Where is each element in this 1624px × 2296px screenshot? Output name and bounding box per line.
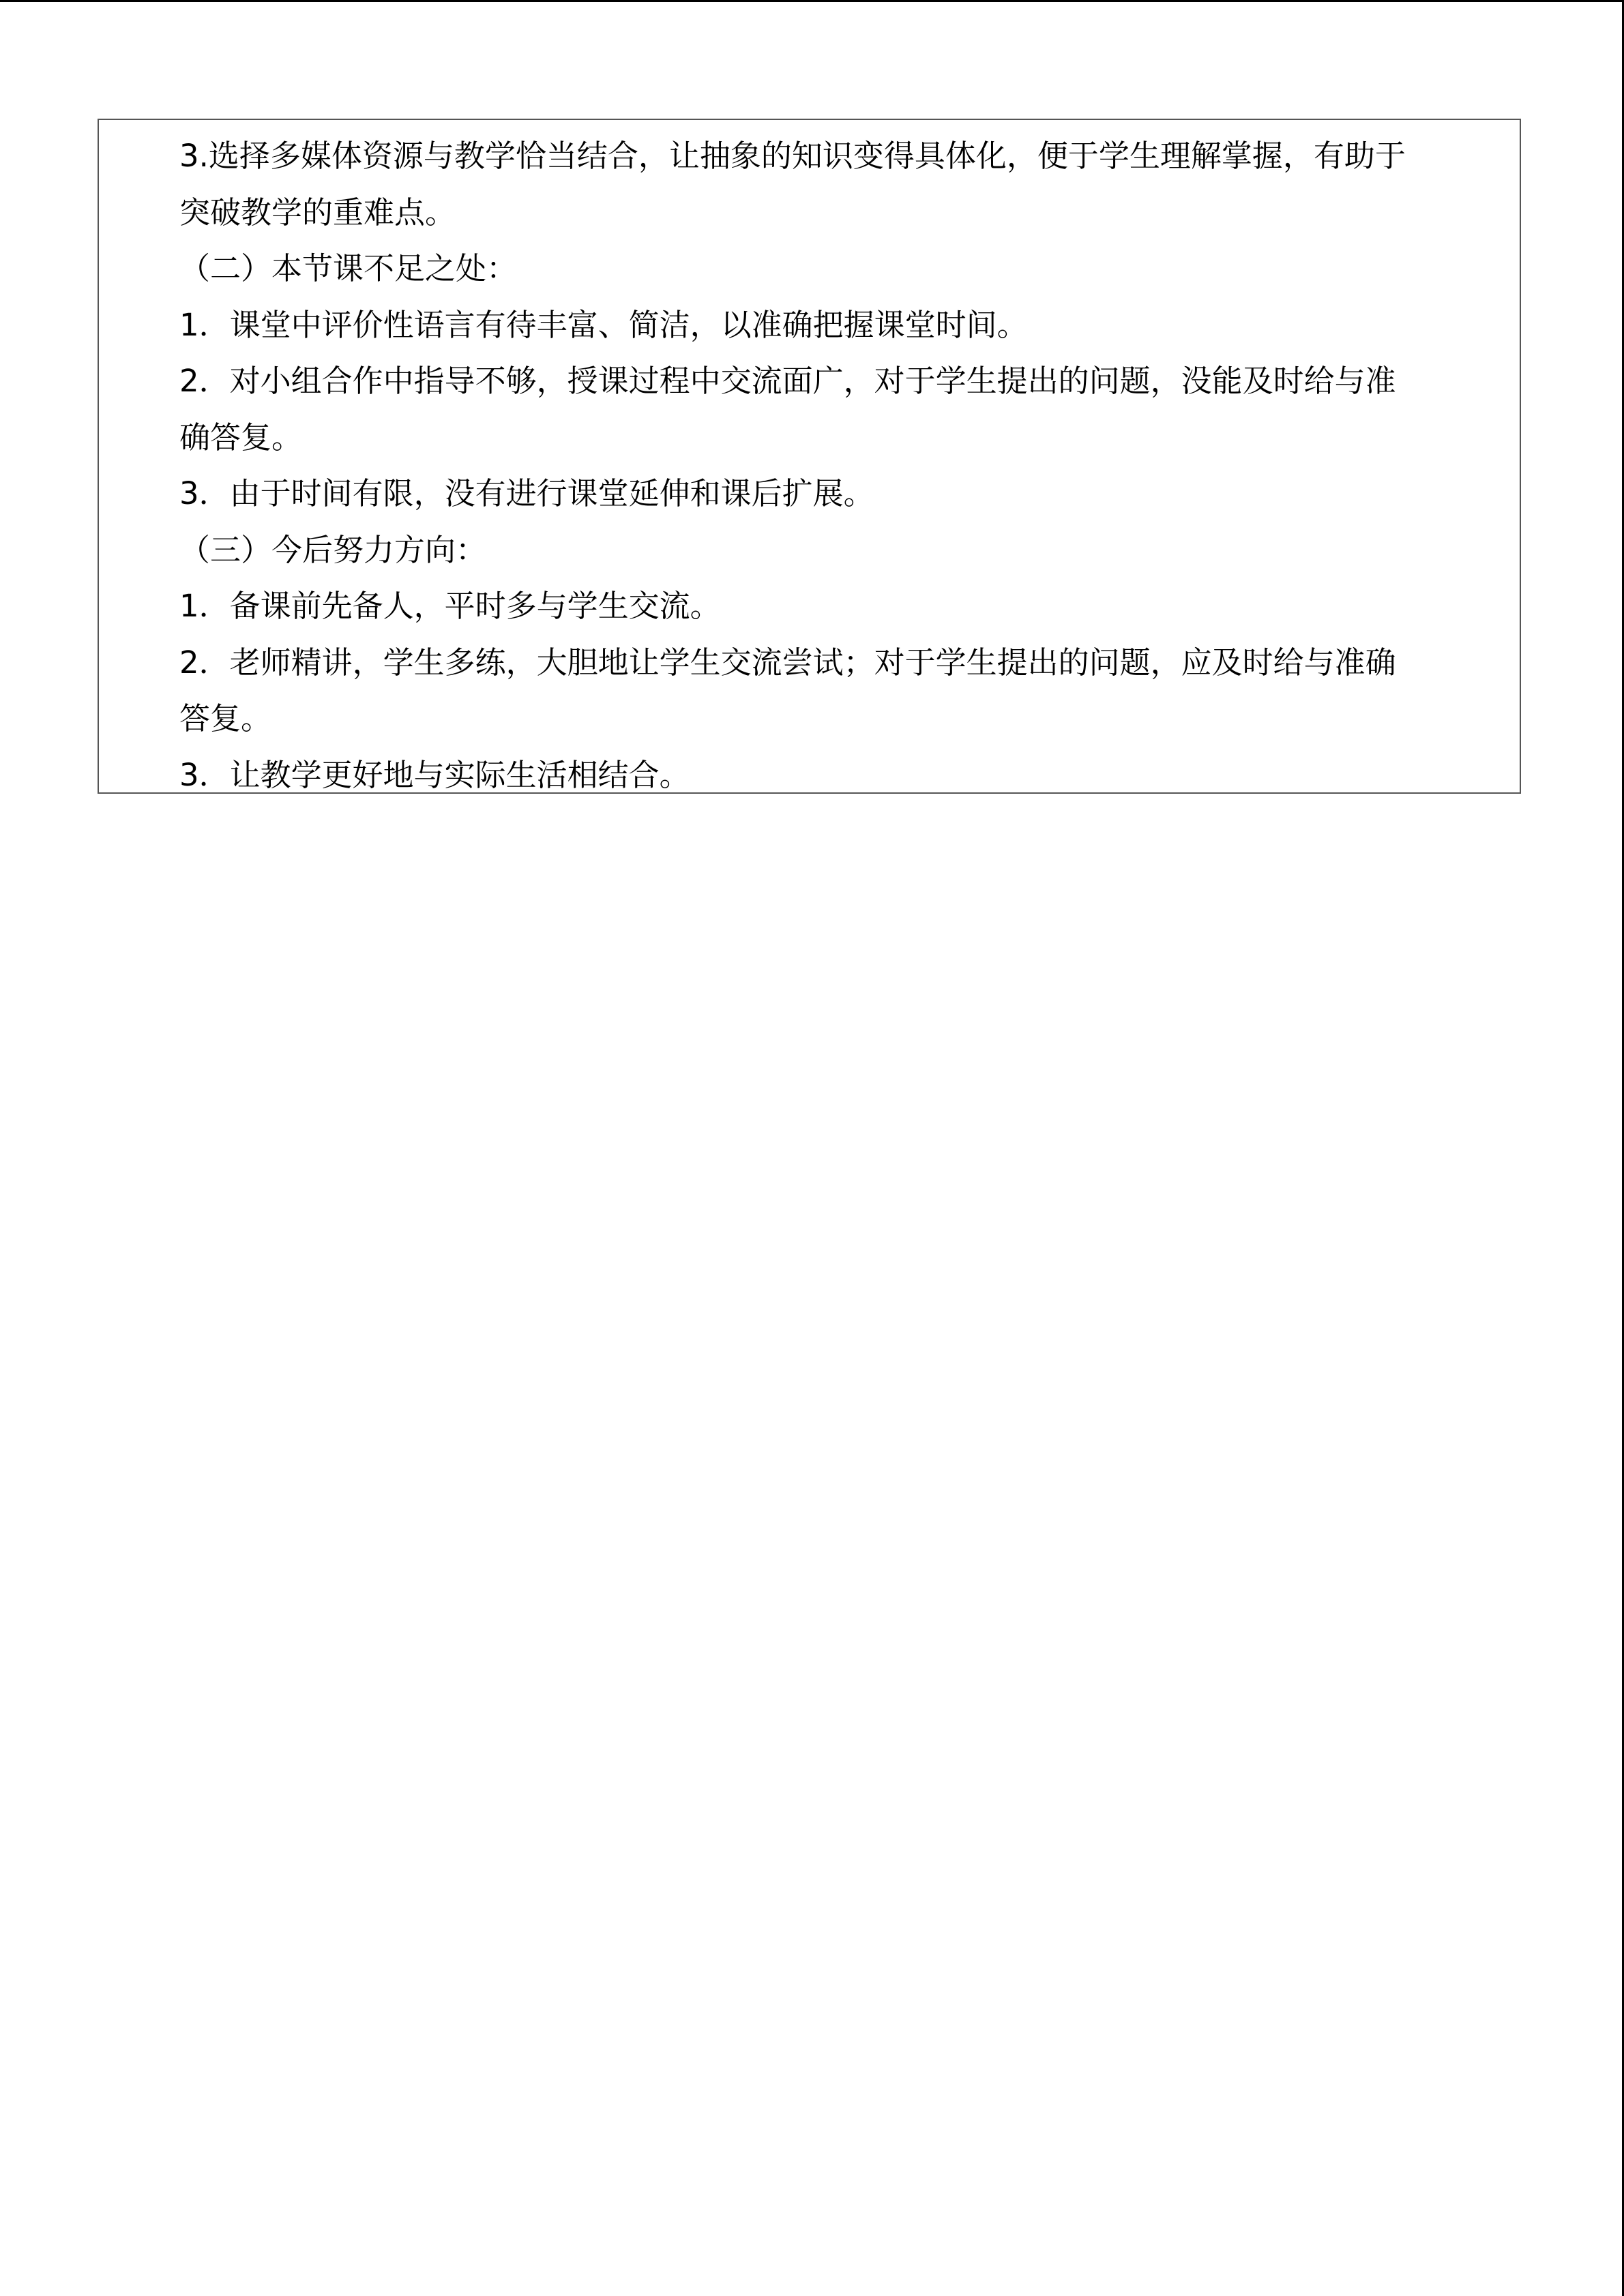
text-line: 2．对小组合作中指导不够，授课过程中交流面广，对于学生提出的问题，没能及时给与准	[179, 363, 1396, 399]
text-line: 1．备课前先备人，平时多与学生交流。	[179, 588, 721, 624]
text-line: 确答复。	[179, 419, 303, 456]
text-line: 突破教学的重难点。	[179, 194, 456, 230]
text-line: 3.选择多媒体资源与教学恰当结合，让抽象的知识变得具体化，便于学生理解掌握，有助于	[179, 138, 1406, 174]
text-line: 2．老师精讲，学生多练，大胆地让学生交流尝试；对于学生提出的问题，应及时给与准确	[179, 644, 1396, 681]
text-line: 3．让教学更好地与实际生活相结合。	[179, 756, 690, 793]
text-line: 答复。	[179, 700, 272, 736]
reflection-lines	[179, 128, 1509, 803]
text-line: 1．课堂中评价性语言有待丰富、简洁，以准确把握课堂时间。	[179, 306, 1028, 343]
section-heading: （二）本节课不足之处：	[179, 250, 518, 286]
reflection-text-box	[98, 119, 1521, 794]
text-line: 3．由于时间有限，没有进行课堂延伸和课后扩展。	[179, 475, 874, 511]
page-top-border	[0, 0, 1624, 2]
section-heading: （三）今后努力方向：	[179, 531, 487, 568]
